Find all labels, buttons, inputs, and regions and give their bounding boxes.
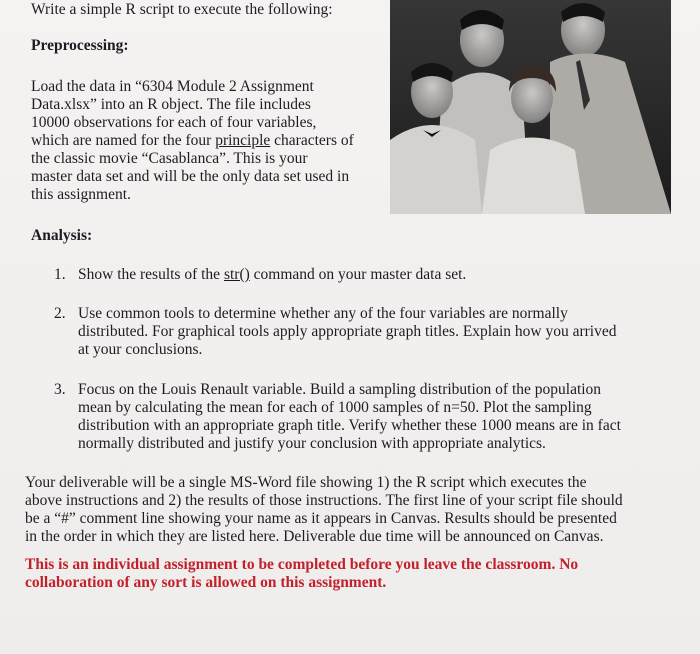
preprocessing-heading: Preprocessing: xyxy=(31,37,129,54)
analysis-item-1-number: 1. xyxy=(54,266,66,283)
preprocessing-line-6: master data set and will be the only data set used in xyxy=(31,168,350,185)
deliverable-line-1: Your deliverable will be a single MS-Word file showing 1) the R script which executes the xyxy=(25,474,587,491)
analysis-item-2-line-3: at your conclusions. xyxy=(78,341,203,358)
warning-line-2: collaboration of any sort is allowed on this assignment. xyxy=(25,574,387,591)
analysis-item-2-number: 2. xyxy=(54,305,66,322)
analysis-item-1-text: Show the results of the str() command on your master data set. xyxy=(78,266,467,283)
preprocessing-line-5: the classic movie “Casablanca”. This is your xyxy=(31,150,308,167)
analysis-item-3-number: 3. xyxy=(54,381,66,398)
casablanca-cast-photo xyxy=(390,0,671,214)
warning-line-1: This is an individual assignment to be completed before you leave the classroom. No xyxy=(25,556,579,573)
preprocessing-line-4: which are named for the four principle characters of xyxy=(31,132,354,149)
preprocessing-line-1: Load the data in “6304 Module 2 Assignment xyxy=(31,78,314,95)
analysis-item-3-line-3: distribution with an appropriate graph title. Verify whether these 1000 means are in fact xyxy=(78,417,621,434)
photo-illustration xyxy=(390,0,671,214)
analysis-heading: Analysis: xyxy=(31,227,93,244)
analysis-item-2-line-2: distributed. For graphical tools apply appropriate graph titles. Explain how you arrived xyxy=(78,323,617,340)
instruction-title: Write a simple R script to execute the following: xyxy=(31,1,333,18)
preprocessing-line-3: 10000 observations for each of four variables, xyxy=(31,114,317,131)
analysis-item-2-line-1: Use common tools to determine whether any of the four variables are normally xyxy=(78,305,568,322)
preprocessing-line-2: Data.xlsx” into an R object. The file includes xyxy=(31,96,311,113)
deliverable-line-3: be a “#” comment line showing your name as it appears in Canvas. Results should be presented xyxy=(25,510,617,527)
analysis-item-3-line-4: normally distributed and justify your conclusion with appropriate analytics. xyxy=(78,435,546,452)
deliverable-line-4: in the order in which they are listed here. Deliverable due time will be announced on Canvas. xyxy=(25,528,604,545)
deliverable-line-2: above instructions and 2) the results of those instructions. The first line of your script file should xyxy=(25,492,623,509)
analysis-item-3-line-1: Focus on the Louis Renault variable. Build a sampling distribution of the population xyxy=(78,381,602,398)
analysis-item-3-line-2: mean by calculating the mean for each of 1000 samples of n=50. Plot the sampling xyxy=(78,399,592,416)
preprocessing-line-7: this assignment. xyxy=(31,186,131,203)
